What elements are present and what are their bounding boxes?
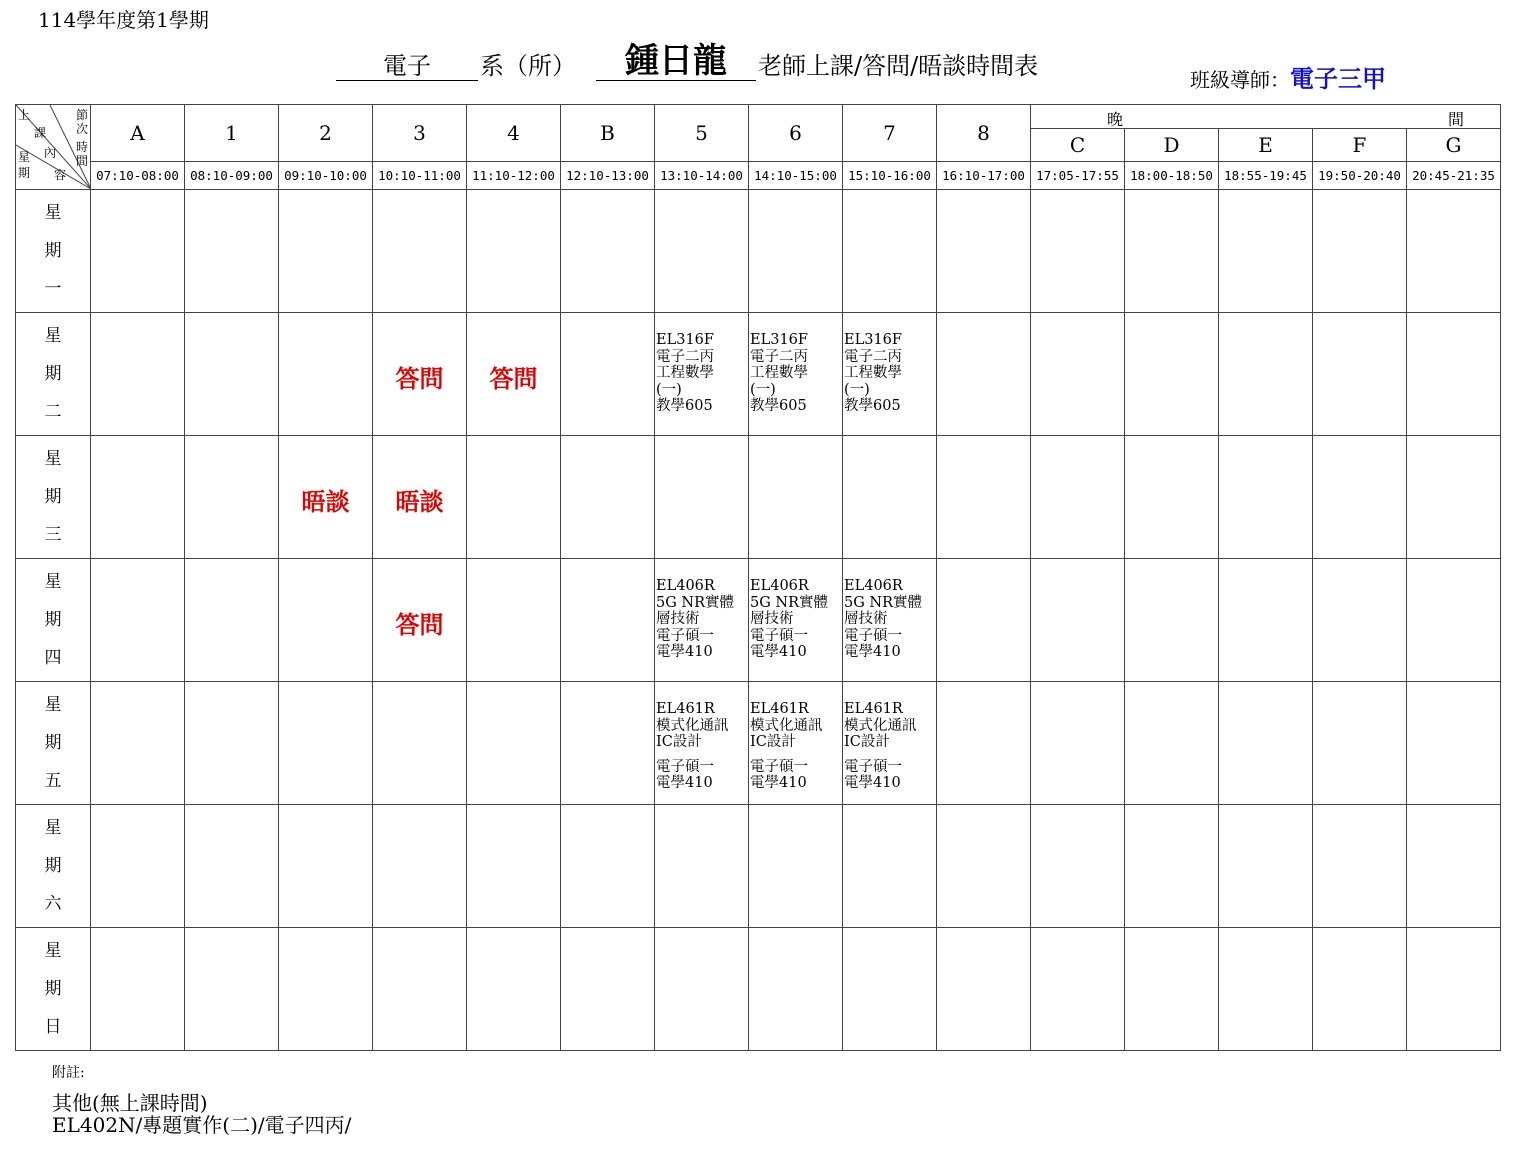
schedule-cell bbox=[749, 559, 843, 682]
schedule-cell bbox=[1031, 805, 1125, 928]
schedule-cell bbox=[1407, 190, 1501, 313]
period-label: A bbox=[91, 105, 185, 162]
day-row bbox=[16, 559, 1501, 682]
schedule-cell bbox=[1125, 682, 1219, 805]
corner-char: 課 bbox=[34, 126, 47, 140]
schedule-cell bbox=[561, 436, 655, 559]
notes bbox=[52, 1062, 351, 1136]
schedule-cell bbox=[1125, 559, 1219, 682]
office-hours-label: 答問 bbox=[489, 364, 538, 393]
schedule-cell bbox=[1407, 313, 1501, 436]
schedule-cell bbox=[467, 313, 561, 436]
period-time: 18:55-19:45 bbox=[1219, 161, 1313, 189]
day-row bbox=[16, 313, 1501, 436]
department-name: 電子 bbox=[336, 52, 478, 81]
corner-char: 上 bbox=[18, 108, 31, 122]
day-label bbox=[16, 190, 91, 313]
course-entry: EL461R 模式化通訊 IC設計 電子碩一 電學410 bbox=[844, 701, 917, 791]
schedule-cell bbox=[1125, 436, 1219, 559]
schedule-cell bbox=[843, 682, 937, 805]
schedule-cell bbox=[1219, 805, 1313, 928]
period-time: 20:45-21:35 bbox=[1407, 161, 1501, 189]
schedule-cell bbox=[91, 313, 185, 436]
day-label-char: 期 bbox=[44, 364, 62, 384]
schedule-cell bbox=[185, 928, 279, 1051]
course-entry: EL406R 5G NR實體 層技術 電子碩一 電學410 bbox=[750, 578, 829, 660]
schedule-cell bbox=[1219, 928, 1313, 1051]
schedule-cell bbox=[1125, 313, 1219, 436]
office-hours-label: 答問 bbox=[395, 610, 444, 639]
schedule-cell bbox=[373, 436, 467, 559]
day-label-char: 星 bbox=[44, 941, 62, 961]
schedule-cell bbox=[655, 313, 749, 436]
day-label-char: 星 bbox=[44, 572, 62, 592]
course-entry: EL406R 5G NR實體 層技術 電子碩一 電學410 bbox=[656, 578, 735, 660]
schedule-cell bbox=[655, 559, 749, 682]
schedule-cell bbox=[1125, 190, 1219, 313]
day-label-char: 星 bbox=[44, 818, 62, 838]
schedule-cell bbox=[91, 190, 185, 313]
schedule-cell bbox=[1407, 559, 1501, 682]
period-label: 2 bbox=[279, 105, 373, 162]
class-tutor-label: 班級導師： bbox=[1190, 68, 1290, 92]
day-label-char: 二 bbox=[44, 402, 62, 422]
schedule-cell bbox=[467, 928, 561, 1051]
corner-char: 次 bbox=[76, 122, 89, 136]
day-label-char: 期 bbox=[44, 979, 62, 999]
schedule-cell bbox=[561, 682, 655, 805]
schedule-cell bbox=[655, 928, 749, 1051]
day-label bbox=[16, 682, 91, 805]
meeting-label: 晤談 bbox=[301, 487, 350, 516]
day-label-char: 一 bbox=[44, 279, 62, 299]
schedule-cell bbox=[185, 559, 279, 682]
schedule-cell bbox=[1313, 313, 1407, 436]
schedule-cell bbox=[373, 805, 467, 928]
schedule-cell bbox=[1313, 559, 1407, 682]
day-label-char: 期 bbox=[44, 487, 62, 507]
schedule-cell bbox=[467, 190, 561, 313]
corner-char: 期 bbox=[18, 166, 31, 180]
period-time: 15:10-16:00 bbox=[843, 161, 937, 189]
schedule-cell bbox=[843, 313, 937, 436]
schedule-cell bbox=[1031, 436, 1125, 559]
period-label: 6 bbox=[749, 105, 843, 162]
schedule-cell bbox=[749, 928, 843, 1051]
course-entry: EL316F 電子二丙 工程數學 (一) 教學605 bbox=[656, 332, 714, 414]
period-label: E bbox=[1219, 129, 1313, 161]
timetable bbox=[15, 104, 1501, 1051]
period-time: 17:05-17:55 bbox=[1031, 161, 1125, 189]
course-entry: EL316F 電子二丙 工程數學 (一) 教學605 bbox=[750, 332, 808, 414]
schedule-cell bbox=[467, 559, 561, 682]
class-tutor-value: 電子三甲 bbox=[1290, 64, 1386, 93]
schedule-cell bbox=[749, 190, 843, 313]
schedule-cell bbox=[1313, 190, 1407, 313]
schedule-cell bbox=[843, 436, 937, 559]
night-left: 晚 bbox=[1107, 110, 1124, 129]
corner-char: 間 bbox=[76, 154, 89, 168]
schedule-cell bbox=[561, 190, 655, 313]
schedule-cell bbox=[749, 682, 843, 805]
day-label-char: 三 bbox=[44, 525, 62, 545]
schedule-cell bbox=[185, 313, 279, 436]
period-label: B bbox=[561, 105, 655, 162]
corner-char: 星 bbox=[18, 150, 31, 164]
class-tutor bbox=[1190, 64, 1386, 95]
period-time: 18:00-18:50 bbox=[1125, 161, 1219, 189]
period-time: 14:10-15:00 bbox=[749, 161, 843, 189]
day-label-char: 星 bbox=[44, 203, 62, 223]
day-label-char: 星 bbox=[44, 449, 62, 469]
day-row bbox=[16, 928, 1501, 1051]
schedule-cell bbox=[185, 805, 279, 928]
schedule-cell bbox=[1219, 313, 1313, 436]
schedule-cell bbox=[1125, 928, 1219, 1051]
schedule-cell bbox=[937, 559, 1031, 682]
day-row bbox=[16, 805, 1501, 928]
schedule-cell bbox=[1219, 190, 1313, 313]
period-time: 13:10-14:00 bbox=[655, 161, 749, 189]
schedule-cell bbox=[91, 559, 185, 682]
schedule-cell bbox=[1031, 559, 1125, 682]
schedule-cell bbox=[1407, 805, 1501, 928]
night-right: 間 bbox=[1447, 110, 1464, 129]
schedule-cell bbox=[279, 313, 373, 436]
day-label-char: 星 bbox=[44, 695, 62, 715]
schedule-cell bbox=[937, 682, 1031, 805]
schedule-cell bbox=[279, 805, 373, 928]
schedule-cell bbox=[185, 190, 279, 313]
header-corner bbox=[16, 105, 91, 190]
day-label bbox=[16, 436, 91, 559]
day-label-char: 期 bbox=[44, 241, 62, 261]
schedule-cell bbox=[1031, 190, 1125, 313]
schedule-cell bbox=[749, 313, 843, 436]
corner-char: 節 bbox=[76, 108, 89, 122]
schedule-cell bbox=[1313, 928, 1407, 1051]
day-label-char: 期 bbox=[44, 733, 62, 753]
period-label: 1 bbox=[185, 105, 279, 162]
teacher-name: 鍾日龍 bbox=[596, 42, 756, 81]
course-entry: EL461R 模式化通訊 IC設計 電子碩一 電學410 bbox=[656, 701, 729, 791]
schedule-cell bbox=[373, 313, 467, 436]
schedule-cell bbox=[655, 682, 749, 805]
schedule-cell bbox=[91, 928, 185, 1051]
schedule-cell bbox=[91, 682, 185, 805]
period-time: 19:50-20:40 bbox=[1313, 161, 1407, 189]
schedule-cell bbox=[843, 559, 937, 682]
day-label-char: 期 bbox=[44, 610, 62, 630]
schedule-cell bbox=[1219, 682, 1313, 805]
semester-label: 114學年度第1學期 bbox=[38, 8, 209, 32]
schedule-cell bbox=[373, 682, 467, 805]
schedule-cell bbox=[1407, 928, 1501, 1051]
schedule-title: 老師上課/答問/晤談時間表 bbox=[758, 52, 1039, 80]
period-label: C bbox=[1031, 129, 1125, 161]
day-label bbox=[16, 559, 91, 682]
period-label: F bbox=[1313, 129, 1407, 161]
day-label bbox=[16, 928, 91, 1051]
schedule-cell bbox=[185, 436, 279, 559]
schedule-cell bbox=[561, 313, 655, 436]
schedule-cell bbox=[467, 805, 561, 928]
period-label: 8 bbox=[937, 105, 1031, 162]
period-time: 11:10-12:00 bbox=[467, 161, 561, 189]
corner-char: 容 bbox=[54, 168, 67, 182]
day-label-char: 日 bbox=[44, 1017, 62, 1037]
day-label-char: 期 bbox=[44, 856, 62, 876]
schedule-cell bbox=[91, 805, 185, 928]
period-time: 12:10-13:00 bbox=[561, 161, 655, 189]
meeting-label: 晤談 bbox=[395, 487, 444, 516]
schedule-cell bbox=[937, 190, 1031, 313]
day-label-char: 六 bbox=[44, 894, 62, 914]
office-hours-label: 答問 bbox=[395, 364, 444, 393]
day-row bbox=[16, 682, 1501, 805]
schedule-cell bbox=[937, 928, 1031, 1051]
night-header bbox=[1031, 105, 1501, 129]
schedule-cell bbox=[373, 190, 467, 313]
schedule-cell bbox=[561, 928, 655, 1051]
schedule-cell bbox=[279, 436, 373, 559]
schedule-cell bbox=[1407, 682, 1501, 805]
schedule-cell bbox=[91, 436, 185, 559]
schedule-cell bbox=[467, 436, 561, 559]
day-label bbox=[16, 805, 91, 928]
schedule-cell bbox=[1219, 436, 1313, 559]
period-time: 10:10-11:00 bbox=[373, 161, 467, 189]
schedule-cell bbox=[1313, 436, 1407, 559]
schedule-cell bbox=[655, 436, 749, 559]
period-time: 16:10-17:00 bbox=[937, 161, 1031, 189]
day-label-char: 五 bbox=[44, 771, 62, 791]
day-row bbox=[16, 190, 1501, 313]
schedule-cell bbox=[1031, 928, 1125, 1051]
schedule-cell bbox=[561, 559, 655, 682]
schedule-cell bbox=[373, 928, 467, 1051]
schedule-cell bbox=[185, 682, 279, 805]
day-label-char: 四 bbox=[44, 648, 62, 668]
department-suffix: 系（所） bbox=[480, 52, 576, 80]
schedule-cell bbox=[655, 805, 749, 928]
period-time: 09:10-10:00 bbox=[279, 161, 373, 189]
schedule-cell bbox=[749, 805, 843, 928]
schedule-cell bbox=[467, 682, 561, 805]
schedule-cell bbox=[279, 559, 373, 682]
schedule-cell bbox=[1219, 559, 1313, 682]
period-label: 7 bbox=[843, 105, 937, 162]
schedule-cell bbox=[279, 928, 373, 1051]
schedule-cell bbox=[1031, 313, 1125, 436]
schedule-cell bbox=[279, 682, 373, 805]
day-label bbox=[16, 313, 91, 436]
schedule-cell bbox=[843, 805, 937, 928]
notes-line: EL402N/專題實作(二)/電子四丙/ bbox=[52, 1113, 352, 1137]
corner-char: 內 bbox=[44, 146, 57, 160]
period-label: 5 bbox=[655, 105, 749, 162]
course-entry: EL461R 模式化通訊 IC設計 電子碩一 電學410 bbox=[750, 701, 823, 791]
schedule-cell bbox=[561, 805, 655, 928]
schedule-cell bbox=[1313, 682, 1407, 805]
schedule-cell bbox=[373, 559, 467, 682]
period-time: 07:10-08:00 bbox=[91, 161, 185, 189]
period-time: 08:10-09:00 bbox=[185, 161, 279, 189]
course-entry: EL316F 電子二丙 工程數學 (一) 教學605 bbox=[844, 332, 902, 414]
day-label-char: 星 bbox=[44, 326, 62, 346]
schedule-cell bbox=[1031, 682, 1125, 805]
schedule-cell bbox=[749, 436, 843, 559]
period-label: D bbox=[1125, 129, 1219, 161]
title-row bbox=[0, 42, 1518, 92]
period-label: 3 bbox=[373, 105, 467, 162]
period-label: 4 bbox=[467, 105, 561, 162]
schedule-cell bbox=[937, 805, 1031, 928]
schedule-cell bbox=[655, 190, 749, 313]
schedule-cell bbox=[1407, 436, 1501, 559]
schedule-cell bbox=[843, 928, 937, 1051]
period-label: G bbox=[1407, 129, 1501, 161]
day-row bbox=[16, 436, 1501, 559]
notes-line: 其他(無上課時間) bbox=[52, 1091, 208, 1115]
schedule-cell bbox=[937, 313, 1031, 436]
notes-label: 附註: bbox=[52, 1065, 85, 1081]
schedule-cell bbox=[279, 190, 373, 313]
corner-char: 時 bbox=[76, 140, 89, 154]
schedule-cell bbox=[1313, 805, 1407, 928]
schedule-cell bbox=[1125, 805, 1219, 928]
course-entry: EL406R 5G NR實體 層技術 電子碩一 電學410 bbox=[844, 578, 923, 660]
schedule-cell bbox=[937, 436, 1031, 559]
schedule-cell bbox=[843, 190, 937, 313]
